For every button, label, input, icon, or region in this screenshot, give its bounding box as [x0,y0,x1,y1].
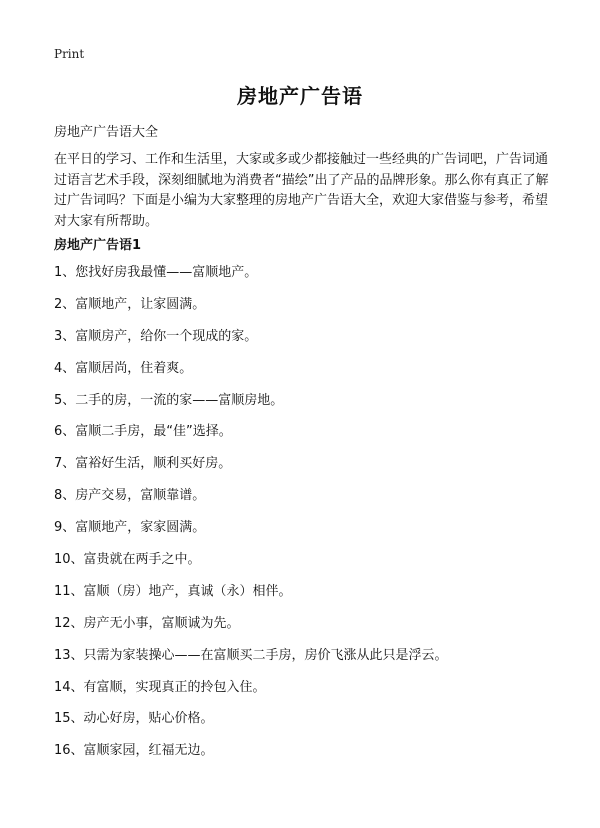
list-item: 10、富贵就在两手之中。 [54,552,201,568]
page-title: 房地产广告语 [237,84,363,108]
list-item: 4、富顺居尚，住着爽。 [54,360,193,376]
list-item: 6、富顺二手房，最“佳”选择。 [54,424,232,440]
list-item: 13、只需为家装操心——在富顺买二手房，房价飞涨从此只是浮云。 [54,647,448,663]
list-item: 1、您找好房我最懂——富顺地产。 [54,265,258,280]
list-item: 2、富顺地产，让家圆满。 [54,296,206,312]
list-item: 12、房产无小事，富顺诚为先。 [54,615,240,631]
section-heading: 房地产广告语1 [54,238,142,253]
page-subtitle: 房地产广告语大全 [54,125,159,140]
print-label: Print [54,47,85,61]
intro-paragraph: 在平日的学习、工作和生活里，大家或多或少都接触过一些经典的广告词吧，广告词通过语言艺术手段，深刻细腻地为消费者“描绘”出了产品的品牌形象。那么你有真正了解过广告词吗？下面是小编为大家整理的房地产广告语大全，欢迎大家借鉴与参考，希望对大家有所帮助。 [54,152,549,229]
list-item: 16、富顺家园，红福无边。 [54,743,214,759]
list-item: 3、富顺房产，给你一个现成的家。 [54,328,258,344]
list-item: 5、二手的房，一流的家——富顺房地。 [54,392,284,408]
list-item: 8、房产交易，富顺靠谱。 [54,488,206,504]
slogan-list [54,263,448,773]
list-item: 9、富顺地产，家家圆满。 [54,520,206,536]
list-item: 15、动心好房，贴心价格。 [54,711,214,727]
list-item: 7、富裕好生活，顺利买好房。 [54,456,232,472]
list-item: 11、富顺（房）地产，真诚（永）相伴。 [54,583,292,599]
list-item: 14、有富顺，实现真正的拎包入住。 [54,679,266,695]
